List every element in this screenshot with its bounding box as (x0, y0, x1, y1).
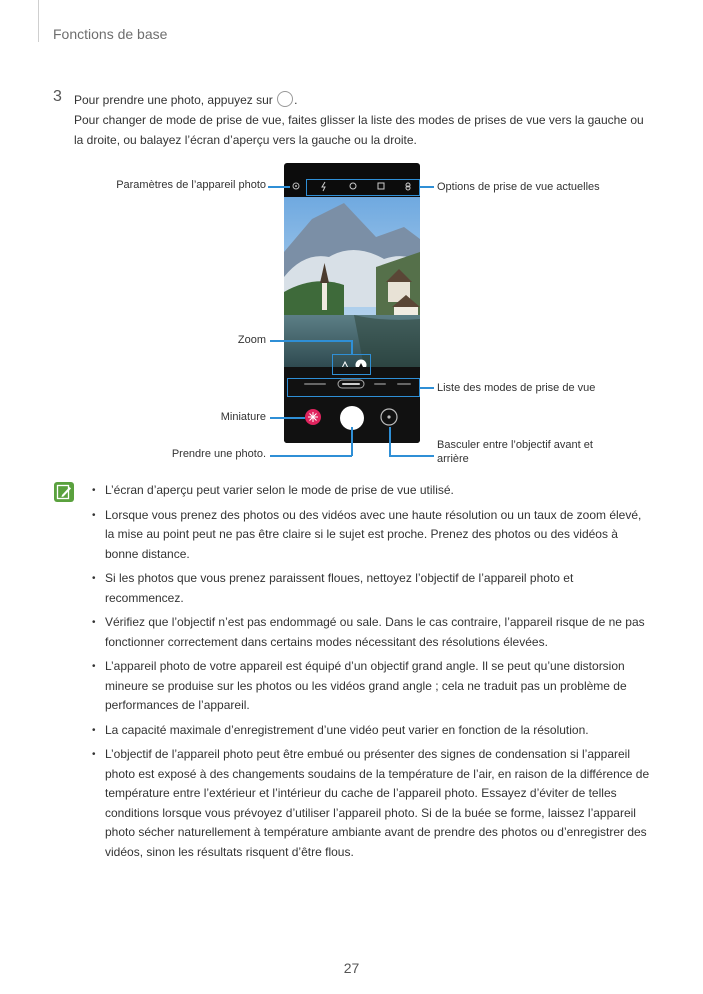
options-callout-line (420, 186, 434, 188)
header-rule (38, 0, 39, 42)
callout-switch-camera: Basculer entre l’objectif avant et arrière (437, 439, 593, 465)
gear-icon[interactable] (293, 183, 299, 189)
callout-zoom: Zoom (237, 334, 266, 346)
switch-callout-line-h (389, 455, 434, 457)
step-number: 3 (53, 88, 62, 105)
pencil-note-icon (54, 482, 74, 502)
zoom-highlight-box (332, 354, 371, 375)
note-item: • Lorsque vous prenez des photos ou des vidéos avec une haute résolution ou un taux de zoom élevé, la mise au point peut ne pas être claire si le sujet est proche. Prenez des photos ou des vidéos à bonne distance. (92, 506, 654, 565)
callout-settings: Paramètres de l’appareil photo (116, 179, 266, 191)
page-header-title: Fonctions de base (53, 26, 168, 42)
zoom-callout-line-h (270, 340, 352, 342)
modes-callout-line (420, 387, 434, 389)
options-highlight-box (306, 179, 420, 196)
note-item: • La capacité maximale d’enregistrement d’une vidéo peut varier en fonction de la résolution. (92, 721, 654, 741)
page-number: 27 (343, 960, 360, 976)
callout-thumbnail: Miniature (220, 411, 266, 423)
shutter-callout-line-v (351, 427, 353, 456)
zoom-callout-line-v (351, 340, 353, 355)
modes-highlight-box (287, 378, 420, 397)
shutter-button-icon (277, 91, 293, 107)
note-item: • Vérifiez que l’objectif n’est pas endommagé ou sale. Dans le cas contraire, l’appareil risque de ne pas fonctionner correctement dans certains modes nécessitant des résolutions élevées. (92, 613, 654, 652)
shutter-callout-line-h (270, 455, 352, 457)
callout-take-photo: Prendre une photo. (171, 448, 266, 460)
step-line-1-end: . (294, 93, 298, 107)
settings-callout-line (268, 186, 290, 188)
callout-options: Options de prise de vue actuelles (437, 181, 600, 193)
step-instructions (74, 90, 654, 150)
callout-modes: Liste des modes de prise de vue (437, 382, 596, 394)
thumbnail-button[interactable] (305, 409, 321, 425)
note-item: • L’objectif de l’appareil photo peut être embué ou présenter des signes de condensation si l’appareil photo est exposé à des changements soudains de la température de l’air, en raison de la différence de température entre l’extérieur et l’intérieur du cache de l’appareil photo. Essayez d’éviter de telles conditions lorsque vous prévoyez d’utiliser l’appareil photo. Si de la buée se forme, laissez l’appareil photo sécher naturellement à température ambiante avant de prendre des photos ou d’enregistrer des vidéos, sinon les résultats risquent d’être flous. (92, 745, 654, 862)
pencil-glyph (54, 482, 74, 502)
step-line-2: Pour changer de mode de prise de vue, faites glisser la liste des modes de prises de vue vers la gauche ou la droite, ou balayez l’écran d’aperçu vers la gauche ou la droite. (74, 113, 644, 147)
note-item: • Si les photos que vous prenez paraissent floues, nettoyez l’objectif de l’appareil photo et recommencez. (92, 569, 654, 608)
switch-callout-line-v (389, 427, 391, 456)
thumbnail-callout-line (270, 417, 305, 419)
note-item: • L’écran d’aperçu peut varier selon le mode de prise de vue utilisé. (92, 481, 654, 501)
camera-screen (284, 163, 420, 443)
switch-camera-icon[interactable] (381, 409, 397, 425)
step-line-1: Pour prendre une photo, appuyez sur (74, 93, 273, 107)
notes-list (92, 481, 654, 867)
note-item: • L’appareil photo de votre appareil est équipé d’un objectif grand angle. Il se peut qu’une distorsion mineure se produise sur les photos ou les vidéos grand angle ; cela ne traduit pas un problème de performances de l’appareil. (92, 657, 654, 716)
